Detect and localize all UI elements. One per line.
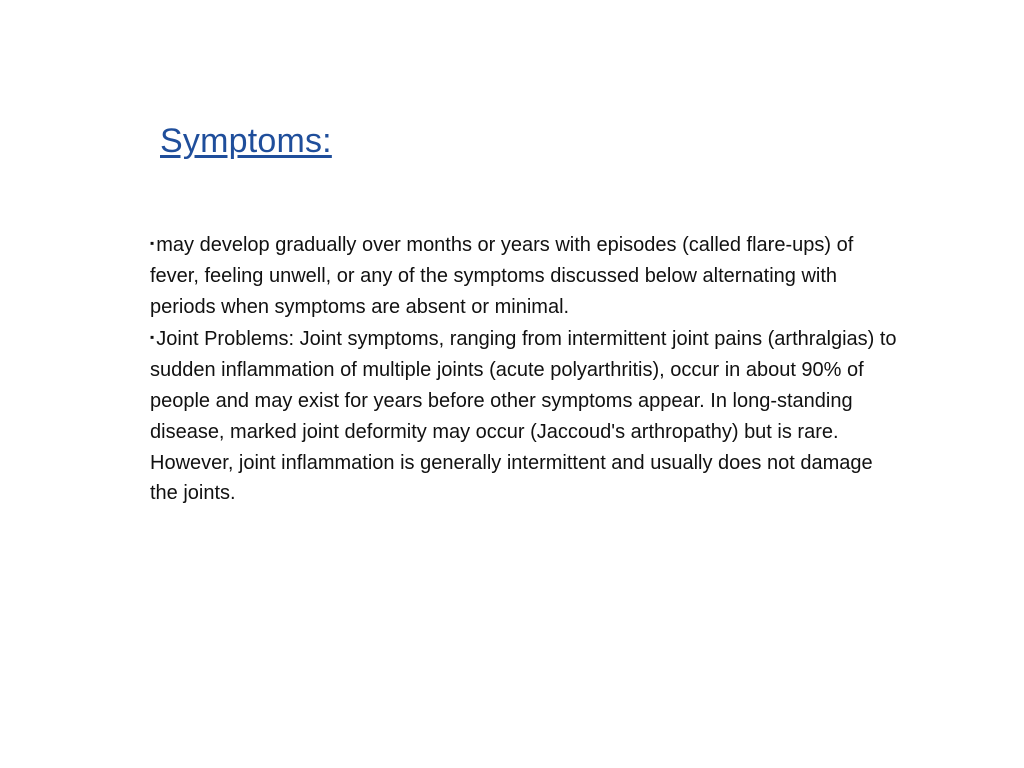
bullet-list (150, 228, 900, 509)
bullet-item (150, 228, 900, 322)
bullet-item (150, 322, 900, 509)
square-bullet-icon: ▪ (150, 330, 155, 345)
bullet-text: may develop gradually over months or years with episodes (called flare-ups) of fever, feeling unwell, or any of the symptoms discussed below alternating with periods when symptoms are absent or minimal. (150, 234, 854, 318)
square-bullet-icon: ▪ (150, 236, 155, 250)
bullet-text: Joint Problems: Joint symptoms, ranging from intermittent joint pains (arthralgias) to sudden inflammation of multiple joints (acute polyarthritis), occur in about 90% of people and may exist for years before other symptoms appear. In long-standing disease, marked joint deformity may occur (Jaccoud's arthropathy) but is rare. However, joint inflammation is generally intermittent and usually does not damage the joints. (150, 328, 897, 505)
slide-title: Symptoms: (160, 122, 332, 160)
